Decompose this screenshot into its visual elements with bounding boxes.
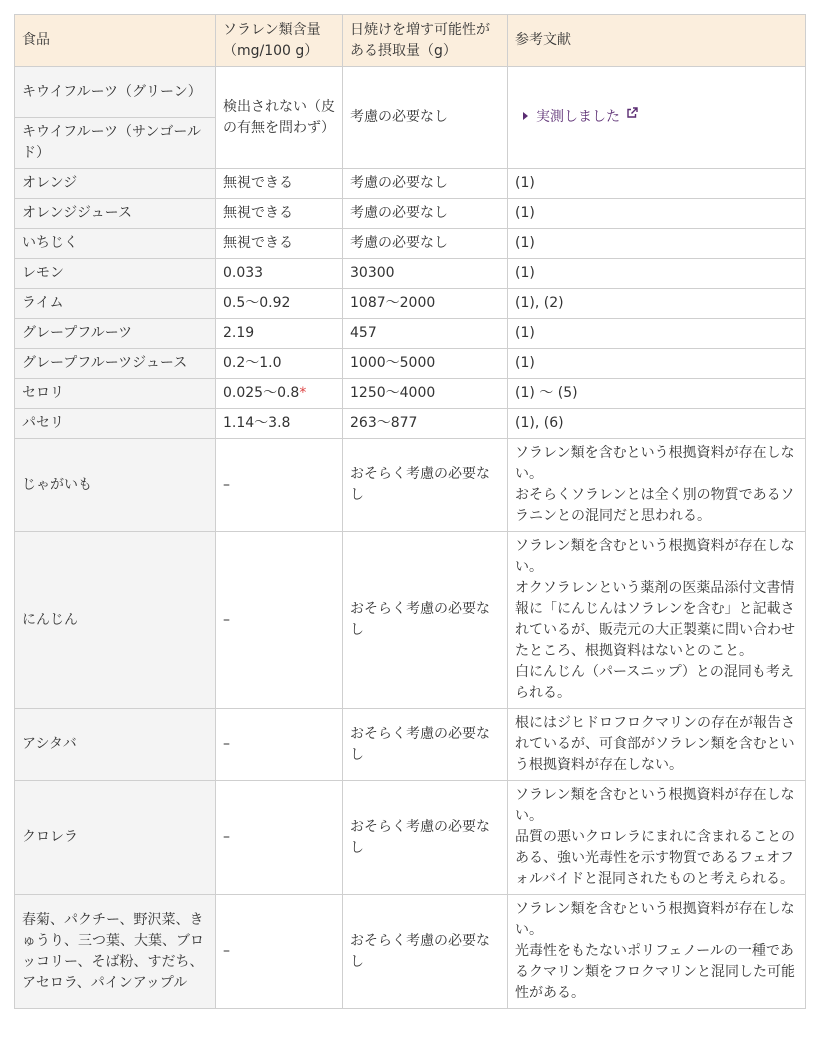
table-row xyxy=(15,532,806,709)
intake-cell: 30300 xyxy=(343,259,508,289)
ref-cell: (1) xyxy=(508,199,806,229)
amount-value: – xyxy=(223,476,230,493)
amount-cell xyxy=(216,289,343,319)
intake-cell: 263～877 xyxy=(343,409,508,439)
table-row xyxy=(15,229,806,259)
food-cell: じゃがいも xyxy=(15,439,216,532)
ref-paragraph: ソラレン類を含むという根拠資料が存在しない。 xyxy=(515,787,795,824)
table-row xyxy=(15,781,806,895)
ref-paragraph: 品質の悪いクロレラにまれに含まれることのある、強い光毒性を示す物質であるフェオフォルバイドと混同されたものと考えられる。 xyxy=(515,829,795,887)
table-row xyxy=(15,199,806,229)
food-cell: アシタバ xyxy=(15,709,216,781)
table-header-row xyxy=(15,15,806,67)
amount-cell xyxy=(216,169,343,199)
ref-paragraph: ソラレン類を含むという根拠資料が存在しない。 xyxy=(515,538,795,575)
header-food: 食品 xyxy=(15,15,216,67)
amount-cell xyxy=(216,409,343,439)
measured-link-label: 実測しました xyxy=(536,109,620,126)
ref-paragraph: ソラレン類を含むという根拠資料が存在しない。 xyxy=(515,445,795,482)
amount-value: 無視できる xyxy=(223,205,293,221)
ref-cell: (1) ～ (5) xyxy=(508,379,806,409)
amount-value: 0.5～0.92 xyxy=(223,295,291,311)
food-cell: オレンジ xyxy=(15,169,216,199)
table-row xyxy=(15,409,806,439)
header-amount: ソラレン類含量（mg/100 g） xyxy=(216,15,343,67)
table-row xyxy=(15,895,806,1009)
intake-cell: おそらく考慮の必要なし xyxy=(343,439,508,532)
table-row xyxy=(15,379,806,409)
food-cell: いちじく xyxy=(15,229,216,259)
table-row xyxy=(15,319,806,349)
amount-value: 2.19 xyxy=(223,325,255,341)
amount-cell xyxy=(216,349,343,379)
intake-cell: 考慮の必要なし xyxy=(343,229,508,259)
intake-cell: おそらく考慮の必要なし xyxy=(343,895,508,1009)
table-row xyxy=(15,67,806,118)
intake-cell: 考慮の必要なし xyxy=(343,199,508,229)
amount-cell xyxy=(216,439,343,532)
psoralen-table xyxy=(14,14,806,1009)
ref-paragraph: オクソラレンという薬剤の医薬品添付文書情報に「にんじんはソラレンを含む」と記載されているが、販売元の大正製薬に問い合わせたところ、根拠資料はないとのこと。 xyxy=(515,580,795,659)
ref-cell: (1) xyxy=(508,259,806,289)
amount-value: – xyxy=(223,829,230,845)
amount-value: 無視できる xyxy=(223,235,293,251)
food-cell: クロレラ xyxy=(15,781,216,895)
food-cell: グレープフルーツ xyxy=(15,319,216,349)
ref-cell: (1), (6) xyxy=(508,409,806,439)
amount-value: 0.2～1.0 xyxy=(223,355,282,371)
ref-paragraph: おそらくソラレンとは全く別の物質であるソラニンとの混同だと思われる。 xyxy=(515,487,795,524)
intake-cell: 1000～5000 xyxy=(343,349,508,379)
measured-link[interactable] xyxy=(515,109,638,125)
note-asterisk: * xyxy=(299,385,307,401)
intake-cell: おそらく考慮の必要なし xyxy=(343,709,508,781)
food-cell: キウイフルーツ（サンゴールド） xyxy=(15,118,216,169)
amount-value: 1.14～3.8 xyxy=(223,415,291,431)
food-cell: パセリ xyxy=(15,409,216,439)
table-row xyxy=(15,709,806,781)
ref-paragraph: 白にんじん（パースニップ）との混同も考えられる。 xyxy=(515,664,794,701)
intake-cell: 1087～2000 xyxy=(343,289,508,319)
ref-cell xyxy=(508,439,806,532)
food-cell: オレンジジュース xyxy=(15,199,216,229)
amount-value: – xyxy=(223,611,230,628)
header-refs: 参考文献 xyxy=(508,15,806,67)
amount-cell xyxy=(216,229,343,259)
amount-cell xyxy=(216,379,343,409)
ref-cell: (1) xyxy=(508,169,806,199)
ref-cell: (1) xyxy=(508,349,806,379)
amount-cell xyxy=(216,199,343,229)
ref-cell xyxy=(508,781,806,895)
food-cell: キウイフルーツ（グリーン） xyxy=(15,67,216,118)
ref-cell xyxy=(508,67,806,169)
external-link-icon xyxy=(626,105,638,126)
ref-cell: (1) xyxy=(508,319,806,349)
food-cell: セロリ xyxy=(15,379,216,409)
amount-cell xyxy=(216,709,343,781)
amount-cell xyxy=(216,319,343,349)
amount-cell xyxy=(216,259,343,289)
intake-cell: おそらく考慮の必要なし xyxy=(343,781,508,895)
food-cell: にんじん xyxy=(15,532,216,709)
table-row xyxy=(15,349,806,379)
intake-cell: 1250～4000 xyxy=(343,379,508,409)
amount-value: – xyxy=(223,736,230,752)
intake-cell: おそらく考慮の必要なし xyxy=(343,532,508,709)
intake-cell: 考慮の必要なし xyxy=(343,67,508,169)
food-cell: グレープフルーツジュース xyxy=(15,349,216,379)
amount-value: 0.033 xyxy=(223,265,264,281)
table-row xyxy=(15,259,806,289)
table-row xyxy=(15,439,806,532)
ref-cell xyxy=(508,895,806,1009)
table-row xyxy=(15,289,806,319)
ref-cell: (1), (2) xyxy=(508,289,806,319)
ref-cell: (1) xyxy=(508,229,806,259)
ref-paragraph: 光毒性をもたないポリフェノールの一種であるクマリン類をフロクマリンと混同した可能性がある。 xyxy=(515,943,795,1001)
amount-cell xyxy=(216,532,343,709)
amount-value: 無視できる xyxy=(223,175,293,191)
amount-cell xyxy=(216,781,343,895)
amount-value: 0.025～0.8 xyxy=(223,385,300,401)
ref-cell: 根にはジヒドロフロクマリンの存在が報告されているが、可食部がソラレン類を含むという根拠資料が存在しない。 xyxy=(508,709,806,781)
food-cell: 春菊、パクチー、野沢菜、きゅうり、三つ葉、大葉、ブロッコリー、そば粉、すだち、アセロラ、パインアップル xyxy=(15,895,216,1009)
food-cell: レモン xyxy=(15,259,216,289)
header-intake: 日焼けを増す可能性がある摂取量（g） xyxy=(343,15,508,67)
amount-cell xyxy=(216,895,343,1009)
intake-cell: 考慮の必要なし xyxy=(343,169,508,199)
amount-value: – xyxy=(223,943,230,959)
ref-cell xyxy=(508,532,806,709)
food-cell: ライム xyxy=(15,289,216,319)
intake-cell: 457 xyxy=(343,319,508,349)
caret-right-icon xyxy=(523,112,528,120)
ref-paragraph: ソラレン類を含むという根拠資料が存在しない。 xyxy=(515,901,795,938)
table-row xyxy=(15,169,806,199)
amount-cell: 検出されない（皮の有無を問わず） xyxy=(216,67,343,169)
